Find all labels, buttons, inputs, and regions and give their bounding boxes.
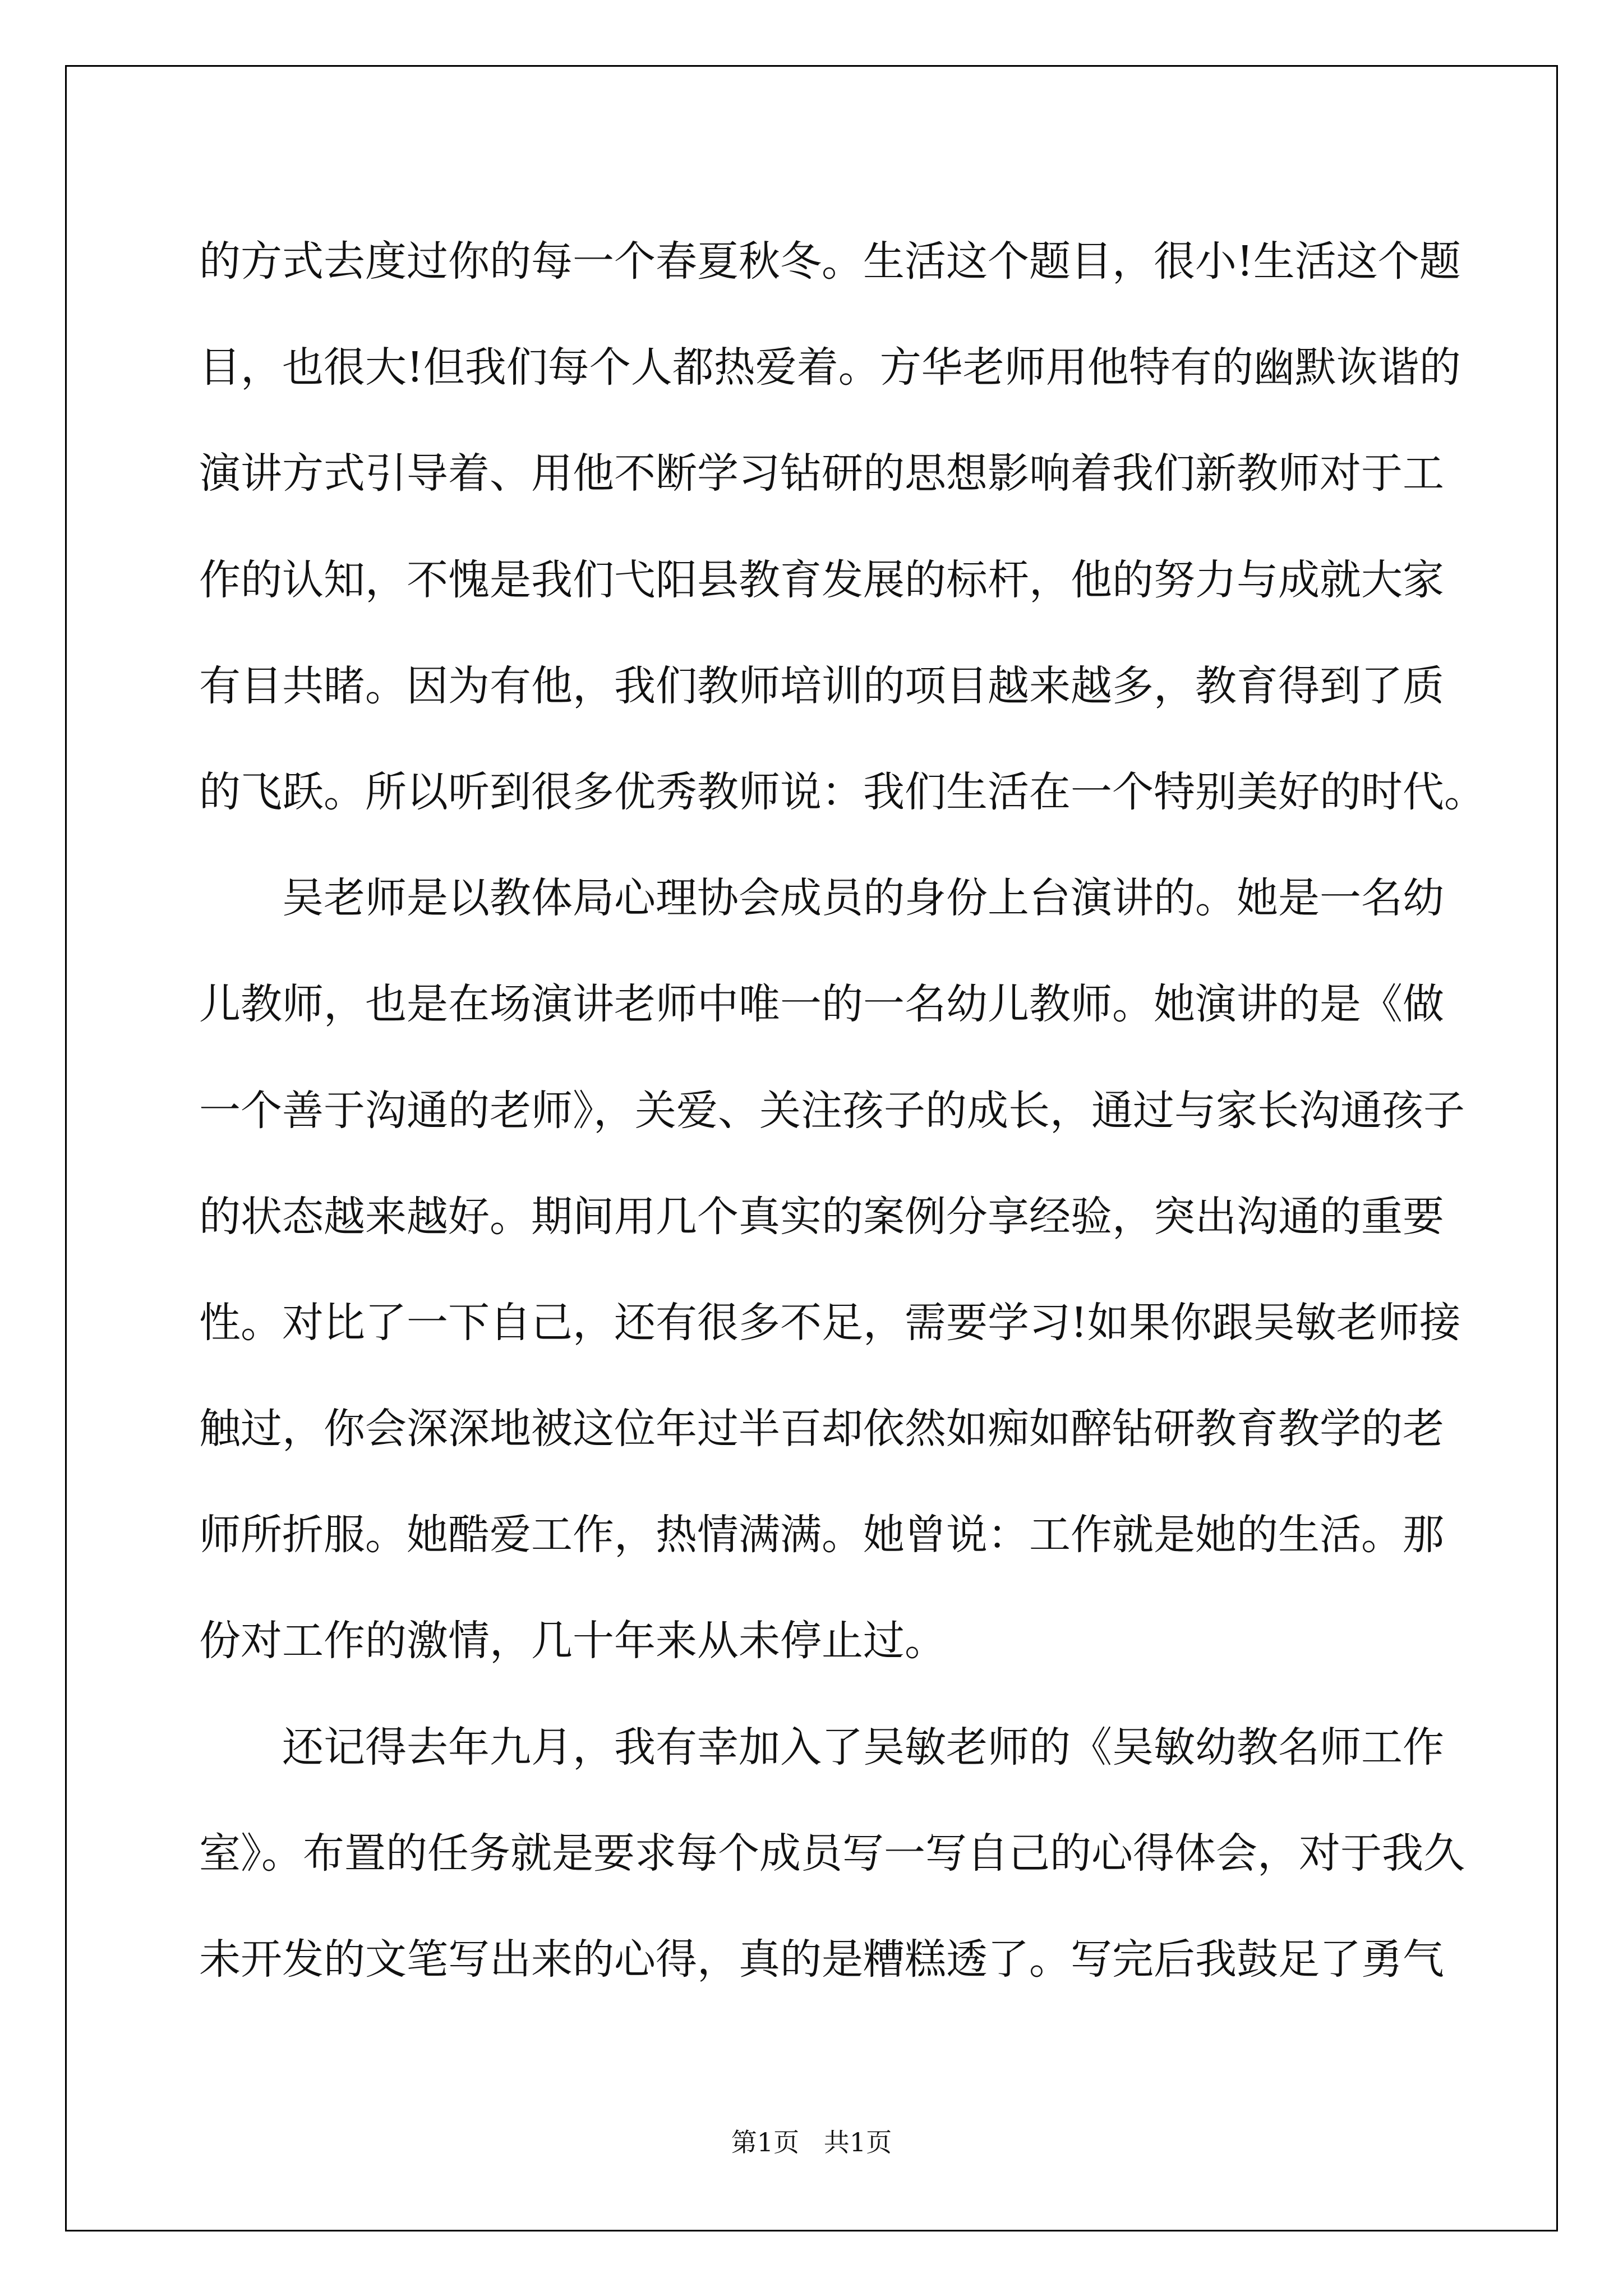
text-line: 份对工作的激情，几十年来从未停止过。 [199, 1617, 946, 1665]
text-line: 师所折服。她酷爱工作，热情满满。她曾说：工作就是她的生活。那 [199, 1511, 1444, 1559]
text-line: 触过，你会深深地被这位年过半百却依然如痴如醉钻研教育教学的老 [199, 1405, 1444, 1453]
text-line: 室》。布置的任务就是要求每个成员写一写自己的心得体会，对于我久 [199, 1829, 1465, 1878]
text-line: 吴老师是以教体局心理协会成员的身份上台演讲的。她是一名幼 [282, 874, 1444, 923]
text-line: 的状态越来越好。期间用几个真实的案例分享经验，突出沟通的重要 [199, 1192, 1444, 1241]
text-line: 未开发的文笔写出来的心得，真的是糟糕透了。写完后我鼓足了勇气 [199, 1935, 1444, 1984]
page-footer: 第1页 共1页 [731, 2127, 892, 2157]
text-line: 性。对比了一下自己，还有很多不足，需要学习!如果你跟吴敏老师接 [199, 1298, 1461, 1347]
text-line: 演讲方式引导着、用他不断学习钻研的思想影响着我们新教师对于工 [199, 449, 1444, 498]
text-line: 还记得去年九月，我有幸加入了吴敏老师的《吴敏幼教名师工作 [282, 1723, 1444, 1772]
document-body [199, 209, 1486, 2013]
text-line: 有目共睹。因为有他，我们教师培训的项目越来越多，教育得到了质 [199, 661, 1444, 710]
text-line: 一个善于沟通的老师》，关爱、关注孩子的成长，通过与家长沟通孩子 [199, 1086, 1465, 1135]
text-line: 作的认知，不愧是我们弋阳县教育发展的标杆，他的努力与成就大家 [199, 555, 1444, 604]
text-line: 儿教师，也是在场演讲老师中唯一的一名幼儿教师。她演讲的是《做 [199, 980, 1444, 1029]
text-line: 的方式去度过你的每一个春夏秋冬。生活这个题目，很小!生活这个题 [199, 237, 1461, 286]
text-line: 目，也很大!但我们每个人都热爱着。方华老师用他特有的幽默诙谐的 [199, 343, 1461, 392]
text-line: 的飞跃。所以听到很多优秀教师说：我们生活在一个特别美好的时代。 [199, 767, 1486, 816]
